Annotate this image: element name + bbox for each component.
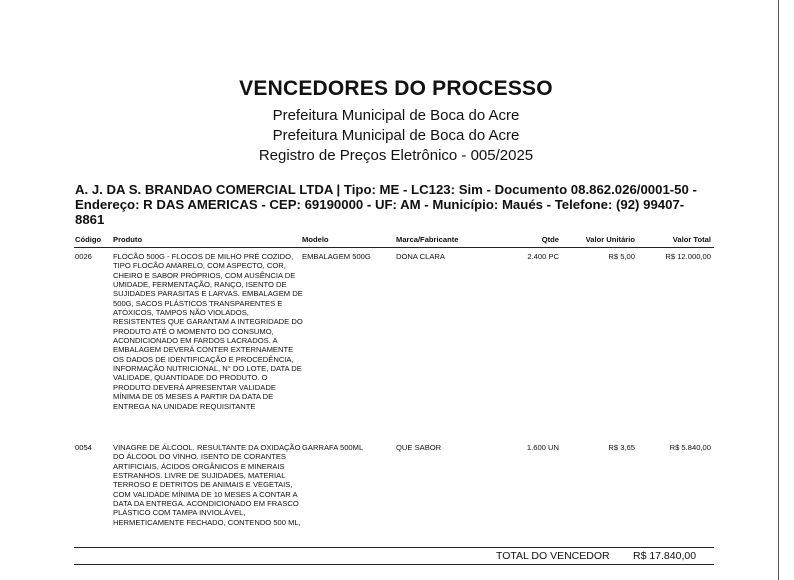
table-header [74, 233, 714, 248]
subtitle-line-3: Registro de Preços Eletrônico - 005/2025 [258, 147, 534, 164]
row-qty: 1.600 UN [526, 443, 559, 452]
subtitle-line-1: Prefeitura Municipal de Boca do Acre [272, 107, 520, 124]
header-unit-value: Valor Unitário [585, 235, 635, 244]
row-code: 0054 [75, 443, 92, 452]
table-bottom-rule [74, 547, 714, 548]
row-brand: QUE SABOR [396, 443, 442, 452]
row-total-value: R$ 5.840,00 [669, 443, 711, 452]
header-total-value: Valor Total [672, 235, 711, 244]
row-unit-value: R$ 3,65 [608, 443, 635, 452]
document-title: VENCEDORES DO PROCESSO [239, 77, 553, 100]
row-product: FLOCÃO 500G - FLOCOS DE MILHO PRÉ COZIDO, TIPO FLOCÃO AMARELO, COM ASPECTO, COR, CHEIRO E SABOR PRÓPRIOS, COM AUSÊNCIA DE UMIDADE, FERMENTAÇÃO, RANÇO, ISENTO DE SUJIDADES PARASITAS E LARVAS. EMBALAGEM DE 500G, SACOS PLÁSTICOS TRANSPARENTES E ATÓXICOS, TAMPOS NÃO VIOLADOS, RESISTENTES QUE GARANTAM A INTEGRIDADE DO PRODUTO ATÉ O MOMENTO DO CONSUMO, ACONDICIONADO EM FARDOS LACRADOS. A EMBALAGEM DEVERÁ CONTER EXTERNAMENTE OS DADOS DE IDENTIFICAÇÃO E PROCEDÊNCIA, INFORMAÇÃO NUTRICIONAL, N° DO LOTE, DATA DE VALIDADE, QUANTIDADE DO PRODUTO. O PRODUTO DEVERÁ APRESENTAR VALIDADE MÍNIMA DE 05 MESES A PARTIR DA DATA DE ENTREGA NA UNIDADE REQUISITANTE [113, 252, 303, 411]
header-brand: Marca/Fabricante [396, 235, 459, 244]
total-value: R$ 17.840,00 [633, 550, 697, 562]
row-product: VINAGRE DE ÁLCOOL. RESULTANTE DA OXIDAÇÃO DO ÁLCOOL DO VINHO. ISENTO DE CORANTES ARTIFICIAIS, ÁCIDOS ORGÂNICOS E MINERAIS ESTRANHOS. LIVRE DE SUJIDADES, MATERIAL TERROSO E DETRITOS DE ANIMAIS E VEGETAIS, COM VALIDADE MÍNIMA DE 10 MESES A CONTAR A DATA DA ENTREGA. ACONDICIONADO EM FRASCO PLÁSTICO COM TAMPA INVIOLÁVEL, HERMETICAMENTE FECHADO, CONTENDO 500 ML, [113, 443, 301, 527]
winners-table [74, 233, 714, 527]
header-code: Código [75, 235, 102, 244]
total-label: TOTAL DO VENCEDOR [496, 550, 610, 562]
vendor-line-2: Endereço: R DAS AMERICAS - CEP: 69190000 - UF: AM - Município: Maués - Telefone: (92) 99407- [75, 197, 685, 212]
header-product: Produto [113, 235, 143, 244]
vendor-line-3: 8861 [75, 212, 105, 227]
row-unit-value: R$ 5,00 [608, 252, 635, 261]
table-row [74, 443, 714, 543]
row-brand: DONA CLARA [396, 252, 445, 261]
row-model: EMBALAGEM 500G [302, 252, 371, 261]
vendor-line-1: A. J. DA S. BRANDAO COMERCIAL LTDA | Tipo: ME - LC123: Sim - Documento 08.862.026/0001-50 - [75, 182, 697, 197]
row-total-value: R$ 12.000,00 [665, 252, 711, 261]
subtitle-line-2: Prefeitura Municipal de Boca do Acre [272, 127, 520, 144]
table-row [74, 252, 714, 442]
row-qty: 2.400 PC [527, 252, 559, 261]
row-model: GARRAFA 500ML [302, 443, 364, 452]
vendor-info [75, 182, 725, 227]
row-code: 0026 [75, 252, 92, 261]
header-qty: Qtde [541, 235, 559, 244]
header-model: Modelo [302, 235, 329, 244]
total-bottom-rule [74, 564, 714, 565]
